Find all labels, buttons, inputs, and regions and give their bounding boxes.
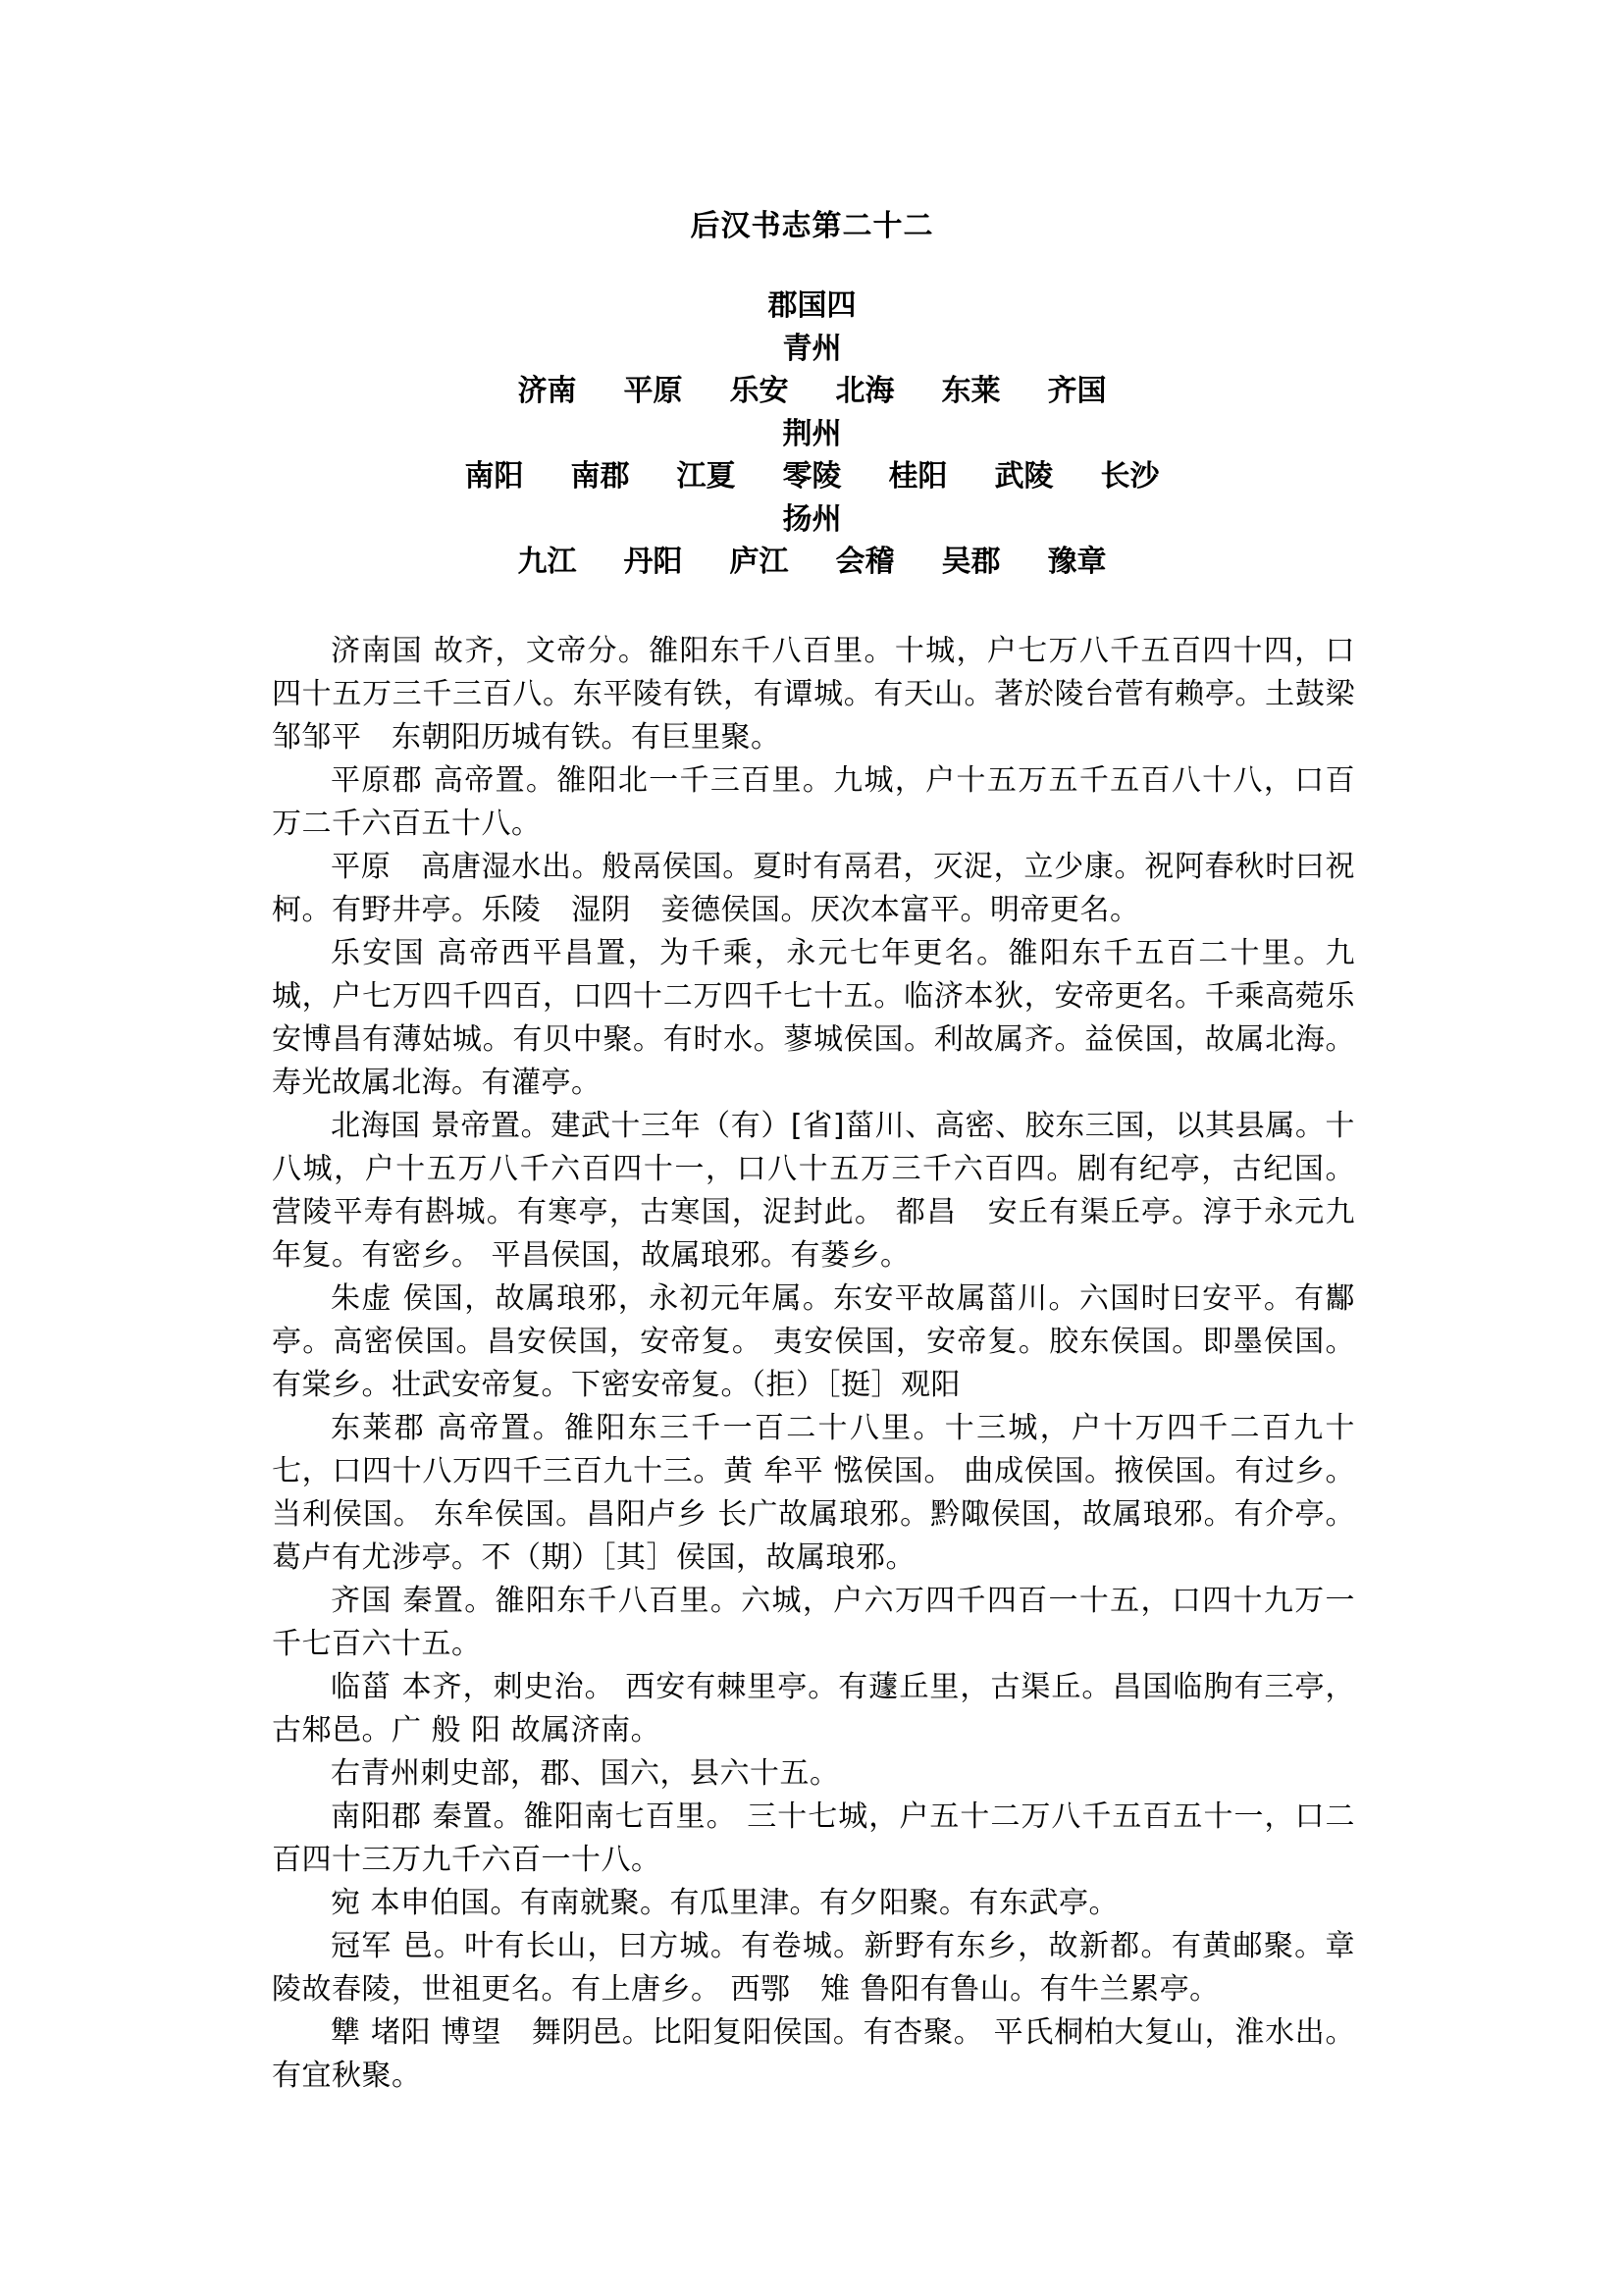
document-body: [272, 630, 1355, 2098]
toc-list: [0, 455, 1624, 498]
toc-entry: 武陵: [994, 459, 1054, 494]
toc-entry: 平原: [623, 374, 683, 408]
paragraph: 犨 堵阳 博望 舞阴邑。比阳复阳侯国。有杏聚。 平氏桐柏大复山，淮水出。有宜秋聚。: [272, 2015, 1355, 2093]
paragraph: 济南国 故齐，文帝分。雒阳东千八百里。十城，户七万八千五百四十四，口四十五万三千三百八。东平陵有铁，有谭城。有天山。著於陵台菅有赖亭。土鼓梁邹邹平 东朝阳历城有铁。有巨里聚。: [272, 634, 1355, 755]
toc-heading: [0, 413, 1624, 456]
paragraph: 南阳郡 秦置。雒阳南七百里。 三十七城，户五十二万八千五百五十一，口二百四十三万九千六百一十八。: [272, 1799, 1355, 1877]
toc-heading: [0, 328, 1624, 371]
paragraph: 东莱郡 高帝置。雒阳东三千一百二十八里。十三城，户十万四千二百九十七，口四十八万四千三百九十三。黄 牟平 惤侯国。 曲成侯国。掖侯国。有过乡。当利侯国。 东牟侯国。昌阳卢乡 长广故属琅邪。黔陬侯国，故属琅邪。有介亭。 葛卢有尤涉亭。不（期）［其］侯国，故属琅邪。: [272, 1411, 1355, 1575]
toc-heading: [0, 498, 1624, 542]
toc-entry: 乐安: [729, 374, 789, 408]
paragraph: 齐国 秦置。雒阳东千八百里。六城，户六万四千四百一十五，口四十九万一千七百六十五。: [272, 1584, 1355, 1661]
paragraph: 临菑 本齐，刺史治。 西安有棘里亭。有蘧丘里，古渠丘。昌国临朐有三亭，古邾邑。广 般 阳 故属济南。: [272, 1670, 1355, 1747]
toc-entry: 丹阳: [623, 545, 683, 579]
document-title: 后汉书志第二十二: [690, 209, 934, 243]
toc-entry: 江夏: [676, 459, 736, 494]
paragraph: 乐安国 高帝西平昌置，为千乘，永元七年更名。雒阳东千五百二十里。九城，户七万四千四百，口四十二万四千七十五。临济本狄，安帝更名。千乘高菀乐安博昌有薄姑城。有贝中聚。有时水。蓼城侯国。利故属齐。益侯国，故属北海。寿光故属北海。有灌亭。: [272, 936, 1355, 1100]
toc-entry: 青州: [782, 331, 842, 366]
toc-heading: [0, 285, 1624, 328]
toc-entry: 零陵: [782, 459, 842, 494]
toc-entry: 长沙: [1100, 459, 1160, 494]
paragraph: 冠军 邑。叶有长山，曰方城。有卷城。新野有东乡，故新都。有黄邮聚。章陵故春陵，世祖更名。有上唐乡。 西鄂 雉 鲁阳有鲁山。有牛兰累亭。: [272, 1929, 1355, 2007]
toc-entry: 东莱: [941, 374, 1001, 408]
toc-entry: 九江: [517, 545, 577, 579]
toc-list: [0, 370, 1624, 413]
paragraph: 宛 本申伯国。有南就聚。有瓜里津。有夕阳聚。有东武亭。: [331, 1886, 1120, 1920]
toc-entry: 扬州: [782, 501, 842, 537]
toc-entry: 庐江: [729, 545, 789, 579]
table-of-contents: [0, 285, 1624, 584]
toc-entry: 北海: [835, 374, 895, 408]
toc-list: [0, 541, 1624, 584]
paragraph: 平原 高唐湿水出。般鬲侯国。夏时有鬲君，灭浞，立少康。祝阿春秋时曰祝柯。有野井亭。乐陵 湿阴 妾德侯国。厌次本富平。明帝更名。: [272, 850, 1355, 927]
toc-entry: 南郡: [570, 459, 630, 494]
paragraph: 朱虚 侯国，故属琅邪，永初元年属。东安平故属菑川。六国时曰安平。有酅亭。高密侯国。昌安侯国，安帝复。 夷安侯国，安帝复。胶东侯国。即墨侯国。有棠乡。壮武安帝复。下密安帝复。（拒）［挺］观阳: [272, 1281, 1355, 1402]
toc-entry: 吴郡: [941, 545, 1001, 579]
paragraph: 北海国 景帝置。建武十三年（有）[省]菑川、高密、胶东三国，以其县属。十八城，户十五万八千六百四十一，口八十五万三千六百四。剧有纪亭，古纪国。 营陵平寿有斟城。有寒亭，古寒国，浞封此。 都昌 安丘有渠丘亭。淳于永元九年复。有密乡。 平昌侯国，故属琅邪。有蒌乡。: [272, 1109, 1355, 1273]
paragraph: 右青州刺史部，郡、国六，县六十五。: [331, 1756, 840, 1791]
toc-entry: 郡国四: [767, 288, 857, 323]
toc-entry: 桂阳: [888, 459, 948, 494]
toc-entry: 南阳: [464, 459, 524, 494]
toc-entry: 济南: [517, 374, 577, 408]
toc-entry: 会稽: [835, 545, 895, 579]
paragraph: 平原郡 高帝置。雒阳北一千三百里。九城，户十五万五千五百八十八，口百万二千六百五十八。: [272, 763, 1355, 841]
toc-entry: 荆州: [782, 416, 842, 451]
toc-entry: 豫章: [1047, 545, 1107, 579]
toc-entry: 齐国: [1047, 374, 1107, 408]
